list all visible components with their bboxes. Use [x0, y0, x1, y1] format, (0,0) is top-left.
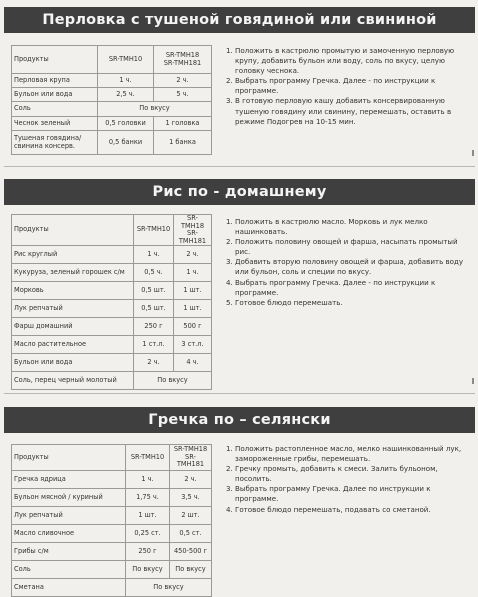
- column-header-model-2: SR-TMH18 SR-TMH181: [174, 215, 212, 246]
- instruction-text: Положить растопленное масло, мелко нашинкованный лук, замороженные грибы, перемешать.: [235, 444, 462, 464]
- table-row: [12, 131, 212, 155]
- recipe-title: Перловка с тушеной говядиной или свининой: [4, 7, 475, 33]
- column-header-products: Продукты: [12, 445, 126, 471]
- ingredient-amount-model-1: 2,5 ч.: [98, 88, 154, 102]
- ingredient-name: Перловая крупа: [12, 74, 98, 88]
- table-row: [12, 489, 212, 507]
- table-row: [12, 336, 212, 354]
- ingredient-amount-model-1: 1 ч.: [134, 246, 174, 264]
- instruction-step: 1. Положить в кастрюлю промытую и замоченную перловую крупу, добавить бульон или воду, соль по вкусу, целую головку чеснока.: [226, 46, 455, 76]
- ingredient-name: Бульон или вода: [12, 88, 98, 102]
- recipe-content: [4, 433, 475, 595]
- ingredient-name: Гречка ядрица: [12, 471, 126, 489]
- recipe-section-rice: [4, 179, 475, 395]
- recipe-content: [4, 33, 475, 173]
- ingredient-amount-model-2: 1 шт.: [174, 282, 212, 300]
- ingredient-amount-shared: По вкусу: [98, 102, 212, 117]
- instruction-step: 1. Положить растопленное масло, мелко нашинкованный лук, замороженные грибы, перемешать.: [226, 444, 462, 464]
- ingredient-name: Масло растительное: [12, 336, 134, 354]
- instruction-text: Готовое блюдо перемешать, подавать со сметаной.: [235, 504, 431, 514]
- ingredient-name: Сметана: [12, 579, 126, 597]
- ingredient-amount-model-2: 1 шт.: [174, 300, 212, 318]
- instruction-step: 4. Выбрать программу Гречка. Далее - по инструкции к программе.: [226, 277, 436, 297]
- ingredients-table: [11, 214, 212, 390]
- ingredients-table: [11, 45, 212, 155]
- instruction-text: Добавить вторую половину овощей и фарша, добавить воду или бульон, соль и специи по вкусу.: [235, 257, 464, 277]
- ingredient-amount-model-2: 1 ч.: [174, 264, 212, 282]
- instruction-text: Выбрать программу Гречка. Далее по инструкции к программе.: [235, 484, 431, 504]
- table-row: [12, 264, 212, 282]
- table-row: [12, 102, 212, 117]
- ingredient-name: Соль: [12, 561, 126, 579]
- recipe-section-buckwheat: [4, 407, 475, 595]
- instruction-step: 3. Добавить вторую половину овощей и фарша, добавить воду или бульон, соль и специи по вкусу.: [226, 257, 464, 277]
- instruction-text: Выбрать программу Гречка. Далее - по инструкции к программе.: [235, 76, 436, 96]
- ingredient-amount-model-1: 250 г: [126, 543, 170, 561]
- table-header-row: [12, 46, 212, 74]
- instruction-text: Гречку промыть, добавить к смеси. Залить бульоном, посолить.: [235, 464, 438, 484]
- instruction-step: 2. Выбрать программу Гречка. Далее - по инструкции к программе.: [226, 76, 436, 96]
- instruction-text: В готовую перловую кашу добавить консервированную тушеную говядину или свинину, перемешать, оставить в режиме Подогрев на 10-15 мин.: [235, 96, 452, 126]
- table-row: [12, 561, 212, 579]
- ingredient-amount-model-2: По вкусу: [170, 561, 212, 579]
- instruction-text: Готовое блюдо перемешать.: [235, 297, 343, 307]
- section-divider: [4, 166, 475, 167]
- table-row: [12, 117, 212, 131]
- ingredient-name: Чеснок зеленый: [12, 117, 98, 131]
- ingredient-name: Тушеная говядина/ свинина консерв.: [12, 131, 98, 155]
- instruction-text: Выбрать программу Гречка. Далее - по инструкции к программе.: [235, 277, 436, 297]
- table-row: [12, 354, 212, 372]
- ingredient-amount-model-2: 3,5 ч.: [170, 489, 212, 507]
- recipe-content: [4, 205, 475, 395]
- ingredient-amount-model-1: 1 ч.: [98, 74, 154, 88]
- instructions-list: [226, 217, 466, 308]
- table-row: [12, 74, 212, 88]
- instruction-step: 2. Положить половину овощей и фарша, насыпать промытый рис.: [226, 237, 458, 257]
- column-header-products: Продукты: [12, 46, 98, 74]
- ingredient-amount-model-2: 2 ч.: [170, 471, 212, 489]
- recipe-title: Рис по - домашнему: [4, 179, 475, 205]
- table-row: [12, 579, 212, 597]
- ingredient-name: Фарш домашний: [12, 318, 134, 336]
- column-header-model-1: SR-TMH10: [126, 445, 170, 471]
- ingredient-name: Бульон мясной / куриный: [12, 489, 126, 507]
- table-row: [12, 88, 212, 102]
- ingredient-amount-model-2: 2 шт.: [170, 507, 212, 525]
- instruction-step: 3. Выбрать программу Гречка. Далее по инструкции к программе.: [226, 484, 431, 504]
- table-row: [12, 507, 212, 525]
- column-header-model-1: SR-TMH10: [98, 46, 154, 74]
- ingredient-name: Кукуруза, зеленый горошек с/м: [12, 264, 134, 282]
- ingredient-name: Соль, перец черный молотый: [12, 372, 134, 390]
- ingredient-amount-model-2: 1 банка: [154, 131, 212, 155]
- ingredient-amount-shared: По вкусу: [126, 579, 212, 597]
- table-row: [12, 300, 212, 318]
- ingredient-amount-model-1: 0,5 шт.: [134, 300, 174, 318]
- table-row: [12, 543, 212, 561]
- ingredient-amount-model-2: 500 г: [174, 318, 212, 336]
- recipe-title: Гречка по – селянски: [4, 407, 475, 433]
- ingredient-name: Соль: [12, 102, 98, 117]
- corner-mark: [472, 378, 474, 384]
- ingredient-amount-model-2: 0,5 ст.: [170, 525, 212, 543]
- instructions-list: [226, 46, 466, 127]
- ingredient-amount-model-1: 0,5 шт.: [134, 282, 174, 300]
- ingredient-amount-model-1: 1 ч.: [126, 471, 170, 489]
- instruction-text: Положить половину овощей и фарша, насыпать промытый рис.: [235, 237, 458, 257]
- ingredient-amount-model-2: 3 ст.л.: [174, 336, 212, 354]
- ingredient-name: Бульон или вода: [12, 354, 134, 372]
- ingredient-amount-model-1: 1,75 ч.: [126, 489, 170, 507]
- instruction-step: 2. Гречку промыть, добавить к смеси. Залить бульоном, посолить.: [226, 464, 438, 484]
- recipe-section-perlovka: [4, 7, 475, 173]
- ingredient-name: Лук репчатый: [12, 300, 134, 318]
- ingredient-amount-model-1: По вкусу: [126, 561, 170, 579]
- table-row: [12, 282, 212, 300]
- instruction-text: Положить в кастрюлю промытую и замоченную перловую крупу, добавить бульон или воду, соль по вкусу, целую головку чеснока.: [235, 46, 455, 76]
- table-row: [12, 471, 212, 489]
- instruction-step: 5. Готовое блюдо перемешать.: [226, 297, 343, 307]
- ingredient-name: Морковь: [12, 282, 134, 300]
- ingredient-amount-model-1: 250 г: [134, 318, 174, 336]
- column-header-model-2: SR-TMH18 SR-TMH181: [154, 46, 212, 74]
- corner-mark: [472, 150, 474, 156]
- ingredient-name: Грибы с/м: [12, 543, 126, 561]
- ingredient-amount-model-2: 2 ч.: [154, 74, 212, 88]
- ingredient-amount-model-2: 450-500 г: [170, 543, 212, 561]
- instructions-list: [226, 444, 466, 515]
- ingredient-name: Масло сливочное: [12, 525, 126, 543]
- table-row: [12, 246, 212, 264]
- ingredient-amount-model-1: 1 шт.: [126, 507, 170, 525]
- ingredient-amount-model-1: 2 ч.: [134, 354, 174, 372]
- ingredient-amount-model-2: 2 ч.: [174, 246, 212, 264]
- column-header-model-2: SR-TMH18 SR-TMH181: [170, 445, 212, 471]
- table-header-row: [12, 215, 212, 246]
- section-divider: [4, 393, 475, 394]
- table-header-row: [12, 445, 212, 471]
- ingredients-table: [11, 444, 212, 597]
- ingredient-name: Рис круглый: [12, 246, 134, 264]
- column-header-products: Продукты: [12, 215, 134, 246]
- instruction-text: Положить в кастрюлю масло. Морковь и лук мелко нашинковать.: [235, 217, 428, 237]
- ingredient-amount-model-1: 0,5 банки: [98, 131, 154, 155]
- table-row: [12, 318, 212, 336]
- ingredient-amount-shared: По вкусу: [134, 372, 212, 390]
- ingredient-amount-model-2: 1 головка: [154, 117, 212, 131]
- ingredient-amount-model-1: 0,25 ст.: [126, 525, 170, 543]
- instruction-step: 3. В готовую перловую кашу добавить консервированную тушеную говядину или свинину, перемешать, оставить в режиме Подогрев на 10-15 мин.: [226, 96, 452, 126]
- table-row: [12, 372, 212, 390]
- ingredient-amount-model-1: 1 ст.л.: [134, 336, 174, 354]
- instruction-step: 4. Готовое блюдо перемешать, подавать со сметаной.: [226, 504, 431, 514]
- ingredient-amount-model-2: 5 ч.: [154, 88, 212, 102]
- column-header-model-1: SR-TMH10: [134, 215, 174, 246]
- table-row: [12, 525, 212, 543]
- ingredient-name: Лук репчатый: [12, 507, 126, 525]
- ingredient-amount-model-2: 4 ч.: [174, 354, 212, 372]
- instruction-step: 1. Положить в кастрюлю масло. Морковь и лук мелко нашинковать.: [226, 217, 428, 237]
- ingredient-amount-model-1: 0,5 ч.: [134, 264, 174, 282]
- ingredient-amount-model-1: 0,5 головки: [98, 117, 154, 131]
